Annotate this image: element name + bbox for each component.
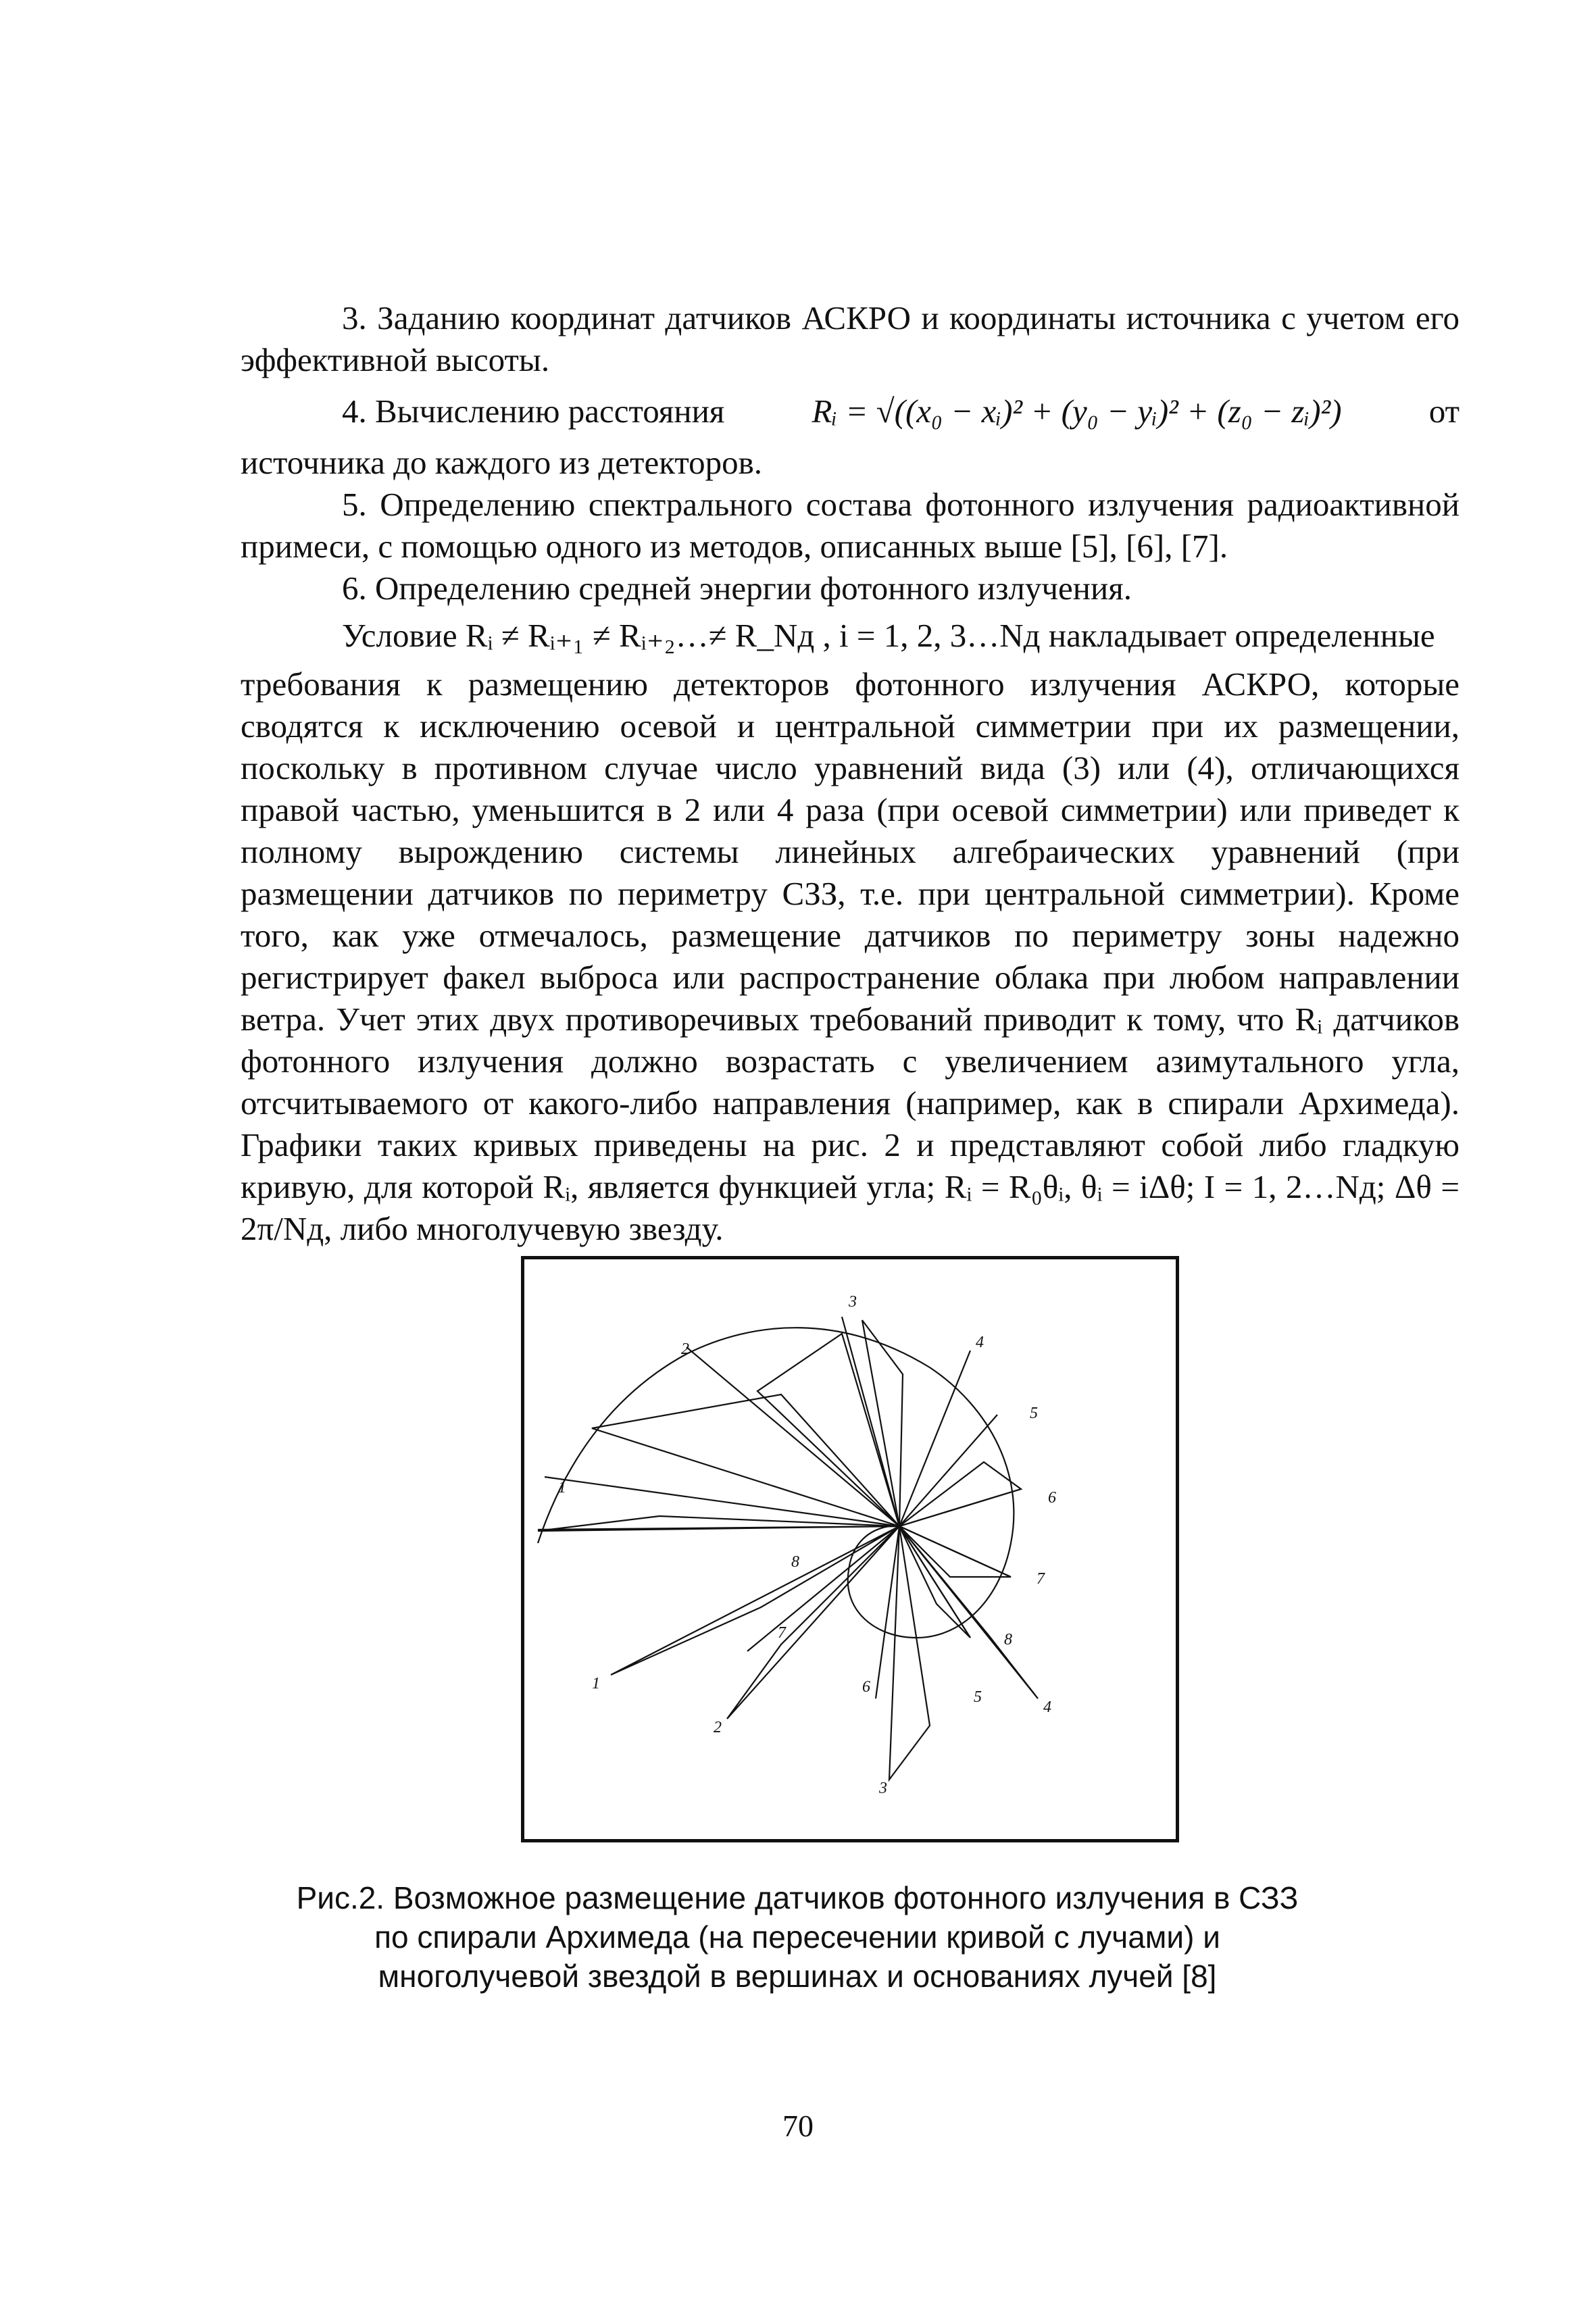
spiral-label-2: 3 xyxy=(849,1293,857,1311)
spiral-label-3: 4 xyxy=(976,1334,984,1351)
spiral-label-4: 5 xyxy=(1030,1405,1038,1422)
list-item-4-line xyxy=(241,381,1460,442)
archimedes-spiral xyxy=(538,1328,1014,1638)
list-item-4-tail: от xyxy=(1428,393,1460,430)
list-item-3: 3. Заданию координат датчиков АСКРО и координаты источника с учетом его эффективной высоты. xyxy=(241,299,1460,378)
star-label-1: 2 xyxy=(714,1719,722,1736)
list-item-4-lead: 4. Вычислению расстояния xyxy=(342,393,725,430)
star-label-7: 8 xyxy=(791,1553,799,1571)
spiral-label-6: 7 xyxy=(1037,1570,1045,1588)
star-label-6: 7 xyxy=(778,1624,786,1642)
multi-ray-star xyxy=(538,1320,1038,1780)
star-label-5: 6 xyxy=(862,1678,870,1696)
star-label-3: 4 xyxy=(1043,1699,1051,1716)
spiral-number-labels xyxy=(558,1293,1056,1649)
body-paragraph: требования к размещению детекторов фотонного излучения АСКРО, которые сводятся к исключению осевой и центральной симметрии при их размещении, поскольку в противном случае число уравнений вида (3) или (4), отличающихся правой частью, уменьшится в 2 или 4 раза (при осевой симметрии) или приведет к полному вырождению системы линейных алгебраических уравнений (при размещении датчиков по периметру СЗЗ, т.е. при центральной симметрии). Кроме того, как уже отмечалось, размещение датчиков по периметру зоны надежно регистрирует факел выброса или распространение облака при любом направлении ветра. Учет этих двух противоречивых требований приводит к тому, что Rᵢ датчиков фотонного излучения должно возрастать с увеличением азимутального угла, отсчитываемого от какого-либо направления (например, как в спирали Архимеда). Графики таких кривых приведены на рис. 2 и представляют собой либо гладкую кривую, для которой Rᵢ, является функцией угла; Rᵢ = R₀θᵢ, θᵢ = iΔθ; I = 1, 2…Nд; Δθ = 2π/Nд, либо многолучевую звезду. xyxy=(241,665,1460,1247)
spiral-label-1: 1 xyxy=(558,1479,566,1496)
enumerated-list xyxy=(241,297,1460,609)
list-item-6: 6. Определению средней энергии фотонного излучения. xyxy=(342,570,1132,607)
page-number: 70 xyxy=(782,2109,814,2143)
spiral-label-5: 6 xyxy=(1048,1489,1056,1507)
list-item-5: 5. Определению спектрального состава фотонного излучения радиоактивной примеси, с помощью одного из методов, описанных выше [5], [6], [7]. xyxy=(241,486,1460,565)
star-label-2: 3 xyxy=(879,1780,887,1797)
condition-line: Условие Rᵢ ≠ Rᵢ₊₁ ≠ Rᵢ₊₂…≠ R_Nд , i = 1, 2, 3…Nд накладывает определенные xyxy=(342,617,1435,654)
condition-section xyxy=(241,615,1460,1250)
star-label-4: 5 xyxy=(974,1688,982,1706)
spiral-label-0: 2 xyxy=(681,1340,689,1358)
figure-spiral-star xyxy=(521,1256,1179,1842)
spiral-label-7: 8 xyxy=(1004,1631,1012,1649)
list-item-4-continuation: источника до каждого из детекторов. xyxy=(241,444,763,481)
figure-drawing xyxy=(524,1259,1176,1839)
distance-formula: Rᵢ = √((x₀ − xᵢ)² + (y₀ − yᵢ)² + (z₀ − zᵢ)²) xyxy=(812,393,1342,430)
star-label-0: 1 xyxy=(592,1675,600,1692)
figure-caption: Рис.2. Возможное размещение датчиков фотонного излучения в СЗЗ по спирали Архимеда (на пересечении кривой с лучами) и многолучевой звездой в вершинах и основаниях лучей [8] xyxy=(296,1880,1299,1994)
